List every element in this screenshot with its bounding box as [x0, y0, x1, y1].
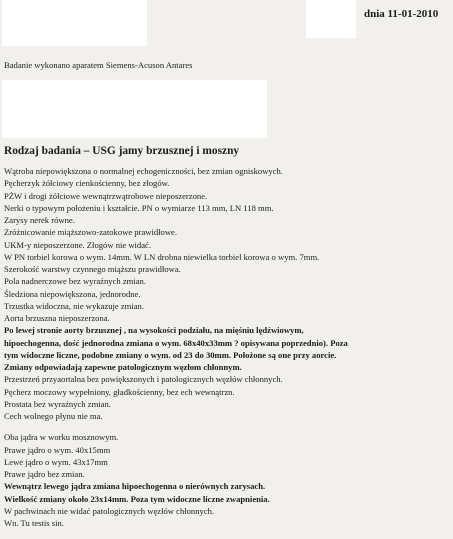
- scrotum-line: Wielkość zmiany około 23x14mm. Poza tym widoczne liczne zwapnienia.: [4, 493, 270, 504]
- abdomen-line: Śledziona niepowiększona, jednorodne.: [4, 288, 141, 299]
- abdomen-line: Wątroba niepowiększona o normalnej echogeniczności, bez zmian ogniskowych.: [4, 166, 283, 176]
- device-info: Badanie wykonano aparatem Siemens-Acuson Antares: [4, 60, 193, 70]
- scrotum-findings: [4, 431, 450, 529]
- scrotum-line: Wewnątrz lewego jądra zmiana hipoechogenna o nierównych zarysach.: [4, 481, 266, 492]
- abdomen-line: Przestrzeń przyaortalna bez powiększonych i patologicznych węzłów chłonnych.: [4, 374, 283, 385]
- abdomen-findings: [4, 165, 450, 422]
- abdomen-line: W PN torbiel korowa o wym. 14mm. W LN drobna niewielka torbiel korowa o wym. 7mm.: [4, 251, 320, 262]
- abdomen-line: tym widoczne liczne, podobne zmiany o wym. od 23 do 30mm. Położone są one przy aorcie.: [4, 349, 337, 360]
- abdomen-line: PŻW i drogi żółciowe wewnątrzwątrobowe nieposzerzone.: [4, 190, 208, 201]
- scrotum-line: Oba jądra w worku mosznowym.: [4, 432, 119, 443]
- abdomen-line: UKM-y nieposzerzone. Złogów nie widać.: [4, 239, 152, 250]
- report-findings: [4, 165, 450, 529]
- abdomen-line: Zmiany odpowiadają zapewne patologicznym węzłom chłonnym.: [4, 362, 242, 372]
- scrotum-line: W pachwinach nie widać patologicznych węzłów chłonnych.: [4, 505, 215, 516]
- section-gap: [4, 422, 450, 431]
- abdomen-line: hipoechogenna, dość jednorodna zmiana o wym. 68x40x33mm ? opisywana poprzednio). Poza: [4, 337, 348, 348]
- abdomen-line: Aorta brzuszna nieposzerzona.: [4, 313, 110, 323]
- redacted-block-patient: [2, 80, 267, 138]
- abdomen-line: Pola nadnerczowe bez wyraźnych zmian.: [4, 276, 146, 287]
- scrotum-line: Wn. Tu testis sin.: [4, 518, 64, 528]
- abdomen-line: Pęcherz moczowy wypełniony, gładkościenny, bez ech wewnątrzn.: [4, 386, 235, 397]
- scrotum-line: Prawe jądro bez zmian.: [4, 469, 85, 479]
- redacted-block-top: [306, 0, 356, 38]
- abdomen-line: Cech wolnego płynu nie ma.: [4, 411, 103, 421]
- report-date: dnia 11-01-2010: [364, 8, 439, 20]
- scrotum-line: Prawe jądro o wym. 40x15mm: [4, 444, 111, 455]
- abdomen-line: Nerki o typowym położeniu i kształcie. PN o wymiarze 113 mm, LN 118 mm.: [4, 202, 274, 213]
- scrotum-line: Lewe jądro o wym. 43x17mm: [4, 456, 108, 467]
- abdomen-line: Pęcherzyk żółciowy cienkościenny, bez złogów.: [4, 178, 170, 189]
- exam-title: Rodzaj badania – USG jamy brzusznej i moszny: [4, 145, 240, 157]
- abdomen-line: Szerokość warstwy czynnego miąższu prawidłowa.: [4, 264, 181, 274]
- redacted-block-header: [2, 0, 147, 46]
- abdomen-line: Zróżnicowanie miąższowo-zatokowe prawidłowe.: [4, 227, 177, 238]
- abdomen-line: Trzustka widoczna, nie wykazuje zmian.: [4, 300, 145, 311]
- abdomen-line: Prostata bez wyraźnych zmian.: [4, 398, 111, 409]
- abdomen-line: Zarysy nerek równe.: [4, 215, 75, 225]
- abdomen-line: Po lewej stronie aorty brzusznej , na wysokości podziału, na mięśniu lędźwiowym,: [4, 325, 304, 336]
